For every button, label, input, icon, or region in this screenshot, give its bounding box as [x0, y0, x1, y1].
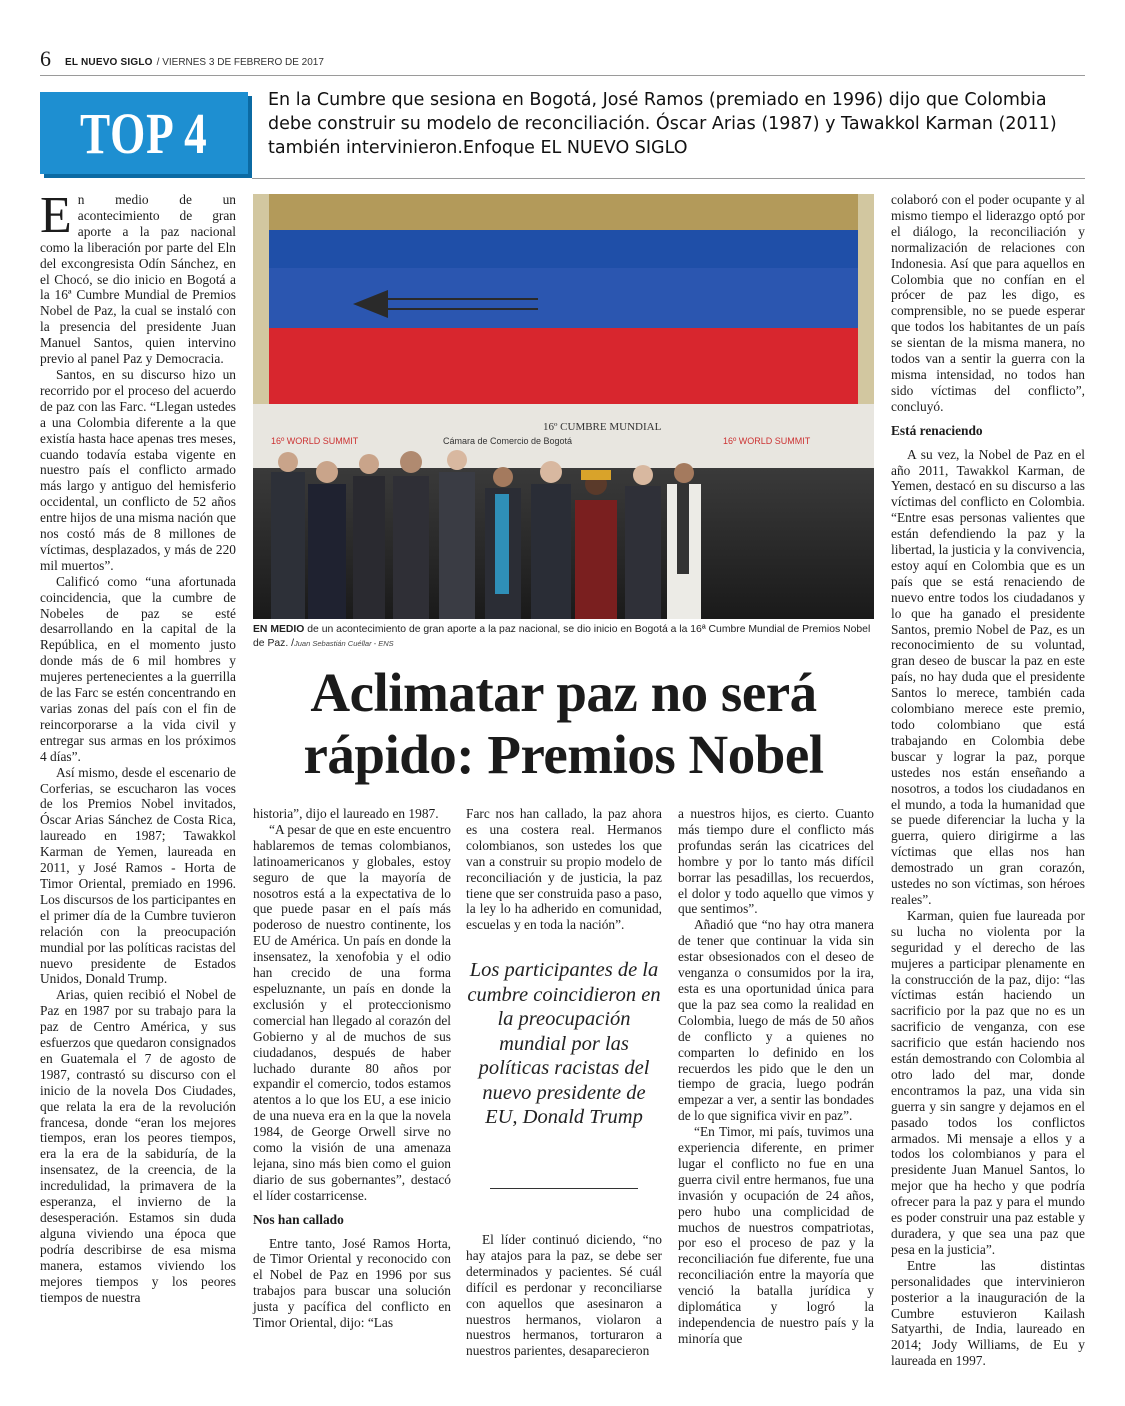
article-paragraph: Entre las distintas personalidades que intervinieron posterior a la inauguración de la Cumbre estuvieron Kailash Satyarthi, de India, laureado en 2014; Jody Williams, de Eu y laureada en 1997. [891, 1257, 1085, 1369]
article-paragraph: a nuestros hijos, es cierto. Cuanto más tiempo dure el conflicto más profundas serán las cicatrices del hombre y por lo tanto más difícil borrar las pesadillas, los recuerdos, el dolor y todo aquello que vimos y que sentimos”. [678, 806, 874, 917]
article-column-3-continued [466, 1232, 662, 1359]
article-paragraph: Santos, en su discurso hizo un recorrido por el proceso del acuerdo de paz con las Farc. “Llegan ustedes a una Colombia diferente a la que existía hasta hace apenas tres meses, cuando todavía estaba vigente en nuestro país el conflicto armado más largo y antiguo del hemisferio occidental, un conflicto de 52 años entre hijos de una misma nación que nos costó más de 8 millones de víctimas, desplazados, y más de 220 mil muertos”. [40, 366, 236, 573]
subheading: Está renaciendo [891, 422, 983, 438]
article-paragraph: Entre tanto, José Ramos Horta, de Timor Oriental y reconocido con el Nobel de Paz en 1996 por sus trabajos para buscar una solución justa y pacífica del conflicto en Timor Oriental, dijo: “Las [253, 1235, 451, 1331]
publication-name: EL NUEVO SIGLO [65, 57, 153, 68]
page-number: 6 [40, 46, 51, 71]
article-paragraph: A su vez, la Nobel de Paz en el año 2011, Tawakkol Karman, de Yemen, destacó en su discurso a las víctimas del conflicto en Colombia. “Entre esas personas valientes que están defendiendo la paz y la libertad, la justicia y la convivencia, estoy aquí en Colombia que es un país que se está renaciendo de nuevo entre todos los ciudadanos y lo que ha ganado el presidente Santos, premio Nobel de Paz, es un reconocimiento de su voluntad, gran deseo de buscar la paz en este país, no hay duda que el presidente Santos lo merece, también cada colombiano merece este premio, todo colombiano que está trabajando en Colombia debe buscar y lograr la paz, porque ustedes nos están enseñando a nosotros, a todos los ciudadanos en el mundo, a toda la humanidad que se puede diferenciar la lucha y la guerra, quiero dirigirme a las víctimas que ellas nos han demostrado un gran corazón, ustedes no son víctimas, son héroes reales”. [891, 446, 1085, 907]
article-paragraph: Así mismo, desde el escenario de Corferias, se escucharon las voces de los Premios Nobel invitados, Óscar Arias Sánchez de Costa Rica, laureado en 1987; Tawakkol Karman de Yemen, laureada en 2011, y José Ramos - Horta de Timor Oriental, premiado en 1996. Los discursos de los participantes en el primer día de la Cumbre tuvieron relación con la preocupación mundial por las políticas racistas del nuevo presidente de Estados Unidos, Donald Trump. [40, 764, 236, 987]
article-paragraph: El líder continuó diciendo, “no hay atajos para la paz, se debe ser determinados y pacientes. Sé cuál difícil es perdonar y reconciliarse con aquellos que asesinaron a nuestros hermanos, violaron a nuestros hermanos, torturaron a nuestros parientes, desaparecieron [466, 1232, 662, 1359]
subheading: Nos han callado [253, 1211, 344, 1227]
caption-text: de un acontecimiento de gran aporte a la paz nacional, se dio inicio en Bogotá a la 16ª Cumbre Mundial de Premios Nobel de Paz. / [253, 624, 871, 649]
photo-caption [253, 623, 874, 651]
article-column-5 [891, 192, 1085, 1369]
photo-credit: Juan Sebastián Cuéllar - ENS [294, 639, 394, 648]
article-paragraph [40, 187, 236, 367]
section-tag-label: TOP 4 [80, 100, 208, 166]
article-paragraph: “En Timor, mi país, tuvimos una experiencia diferente, en primer lugar el conflicto no fue en una guerra civil entre hermanos, fue una invasión y ocupación de 24 años, pero hubo una complicidad de muchos de nuestros compatriotas, por eso el proceso de paz y la reconciliación fue diferente, fue una reconciliación entre la mayoría que venció la batalla jurídica y diplomática y logró la independencia de nuestro país y la minoría que [678, 1124, 874, 1346]
publication-line [65, 52, 324, 70]
banner-text: 16º WORLD SUMMIT [723, 436, 811, 446]
article-paragraph: Farc nos han callado, la paz ahora es una costera real. Hermanos colombianos, son ustedes los que van a construir su propio modelo de reconciliación y de justicia, la paz tiene que ser construida paso a paso, la ley lo ha adherido en comunidad, escuelas y en toda la nación”. [466, 806, 662, 933]
divider [490, 1188, 638, 1189]
summit-photo [253, 194, 874, 619]
article-paragraph: Arias, quien recibió el Nobel de Paz en 1987 por su trabajo para la paz de Centro América, y sus esfuerzos que quedaron consignados en Guatemala el 7 de agosto de 1987, contrastó su discurso con el inicio de la novela Dos Ciudades, que relata la era de la revolución francesa, donde “eran los mejores tiempos, eran los peores tiempos, era la era de la sabiduría, de la insensatez, de la creencia, de la incredulidad, la primavera de la esperanza, el invierno de la desesperación. Estamos sin duda alguna viviendo una época que podría describirse de esa misma manera, estamos viviendo los mejores tiempos y los peores tiempos de nuestra [40, 987, 236, 1305]
article-column-3 [466, 806, 662, 933]
article-paragraph: Karman, quien fue laureada por su lucha no violenta por la seguridad y el derecho de las mujeres a participar plenamente en la construcción de la paz, dijo: “las víctimas están haciendo un sacrificio por la paz que no es un sacrificio de venganza, con ese sacrificio que están haciendo nos están demostrando con Colombia al otro lado del mar, donde encontramos la paz, una vida sin guerra y sin sangre y dejamos en el pasado todos los conflictos armados. Mi mensaje a ellos y a todos los colombianos y para el presidente Juan Manuel Santos, lo mejor que ha hecho y que podría ofrecer para la paz y para el mundo es poder construir una paz estable y duradera, y que sea una paz que pesa en la justicia”. [891, 907, 1085, 1257]
article-column-1 [40, 187, 236, 1305]
page-folio [40, 46, 1085, 76]
banner-text: 16º WORLD SUMMIT [271, 436, 359, 446]
article-paragraph: historia”, dijo el laureado en 1987. [253, 806, 439, 821]
article-column-4 [678, 806, 874, 1347]
article-column-2 [253, 806, 451, 1331]
section-tag [40, 92, 248, 174]
divider [252, 178, 1085, 179]
lede-text: En la Cumbre que sesiona en Bogotá, José Ramos (premiado en 1996) dijo que Colombia debe construir su modelo de reconciliación. Óscar Arias (1987) y Tawakkol Karman (2011) también intervinieron.Enfoque EL NUEVO SIGLO [268, 90, 1057, 158]
headline: Aclimatar paz no será rápido: Premios Nobel [303, 662, 824, 785]
pull-quote: Los participantes de la cumbre coincidieron en la preocupación mundial por las políticas racistas del nuevo presidente de EU, Donald Trump [467, 959, 661, 1128]
summit-photo-illustration [253, 194, 874, 619]
paragraph-text: n medio de un acontecimiento de gran aporte a la paz nacional como la liberación por parte del Eln del excongresista Odín Sánchez, en el Chocó, se dio inicio en Bogotá a la 16ª Cumbre Mundial de Premios Nobel de Paz, la cual se instaló con la presencia del presidente Juan Manuel Santos, quien intervino previo al panel Paz y Democracia. [40, 192, 236, 367]
banner-text: 16º CUMBRE MUNDIAL [543, 421, 662, 433]
banner-text: Cámara de Comercio de Bogotá [443, 436, 573, 446]
publication-date: / VIERNES 3 DE FEBRERO DE 2017 [156, 57, 324, 68]
drop-cap: E [40, 187, 72, 244]
article-paragraph: Calificó como “una afortunada coincidencia, que la cumbre de Nobeles de paz se esté desarrollando en la capital de la República, en el momento justo donde más de 6 mil hombres y mujeres pertenecientes a la guerrilla de las Farc se estén concentrando en varias zonas del país con el fin de reincorporarse a la vida civil y entregar sus armas en los próximos 4 días”. [40, 573, 236, 764]
article-paragraph: Añadió que “no hay otra manera de tener que continuar la vida sin estar obsesionados con el deseo de venganza o consumidos por la ira, esta es una oportunidad única para que la paz sea como la realidad en Colombia, luego de más de 50 años de conflicto y a quienes no comparten lo definido en los recuerdos les pido que le den un tiempo de gracia, luego podrán empezar a ver, a sentir las bondades de lo que significa vivir en paz”. [678, 917, 874, 1124]
caption-lead: EN MEDIO [253, 624, 305, 635]
article-paragraph: “A pesar de que en este encuentro hablaremos de temas colombianos, latinoamericanos y globales, estoy seguro de que la mayoría de nosotros está a la expectativa de lo que puede pasar en el país más poderoso de nuestro continente, los EU de América. Un país en donde la insensatez, la xenofobia y el odio han crecido de una forma espeluznante, un país en donde la exclusión y el proteccionismo comercial han llegado al corazón del Gobierno y al de muchos de sus ciudadanos, después de haber luchado durante 80 años por expandir el comercio, todos estamos atentos a lo que los EU, a ese inicio de una nueva era en la que la novela 1984, de George Orwell sirve no como la visión de una amenaza lejana, sino más bien como el guion diario de sus gobernantes”, destacó el líder costarricense. [253, 821, 451, 1203]
article-paragraph: colaboró con el poder ocupante y al mismo tiempo el liderazgo optó por el diálogo, la reconciliación y normalización de relaciones con Indonesia. Así que para aquellos en Colombia que no confían en el prócer de paz les digo, es comprensible, no se puede esperar que todos los habitantes de un país se sientan de la misma manera, no todos van a sentir la guerra con la misma intensidad, no todos han sido víctimas del conflicto”, concluyó. [891, 192, 1085, 414]
